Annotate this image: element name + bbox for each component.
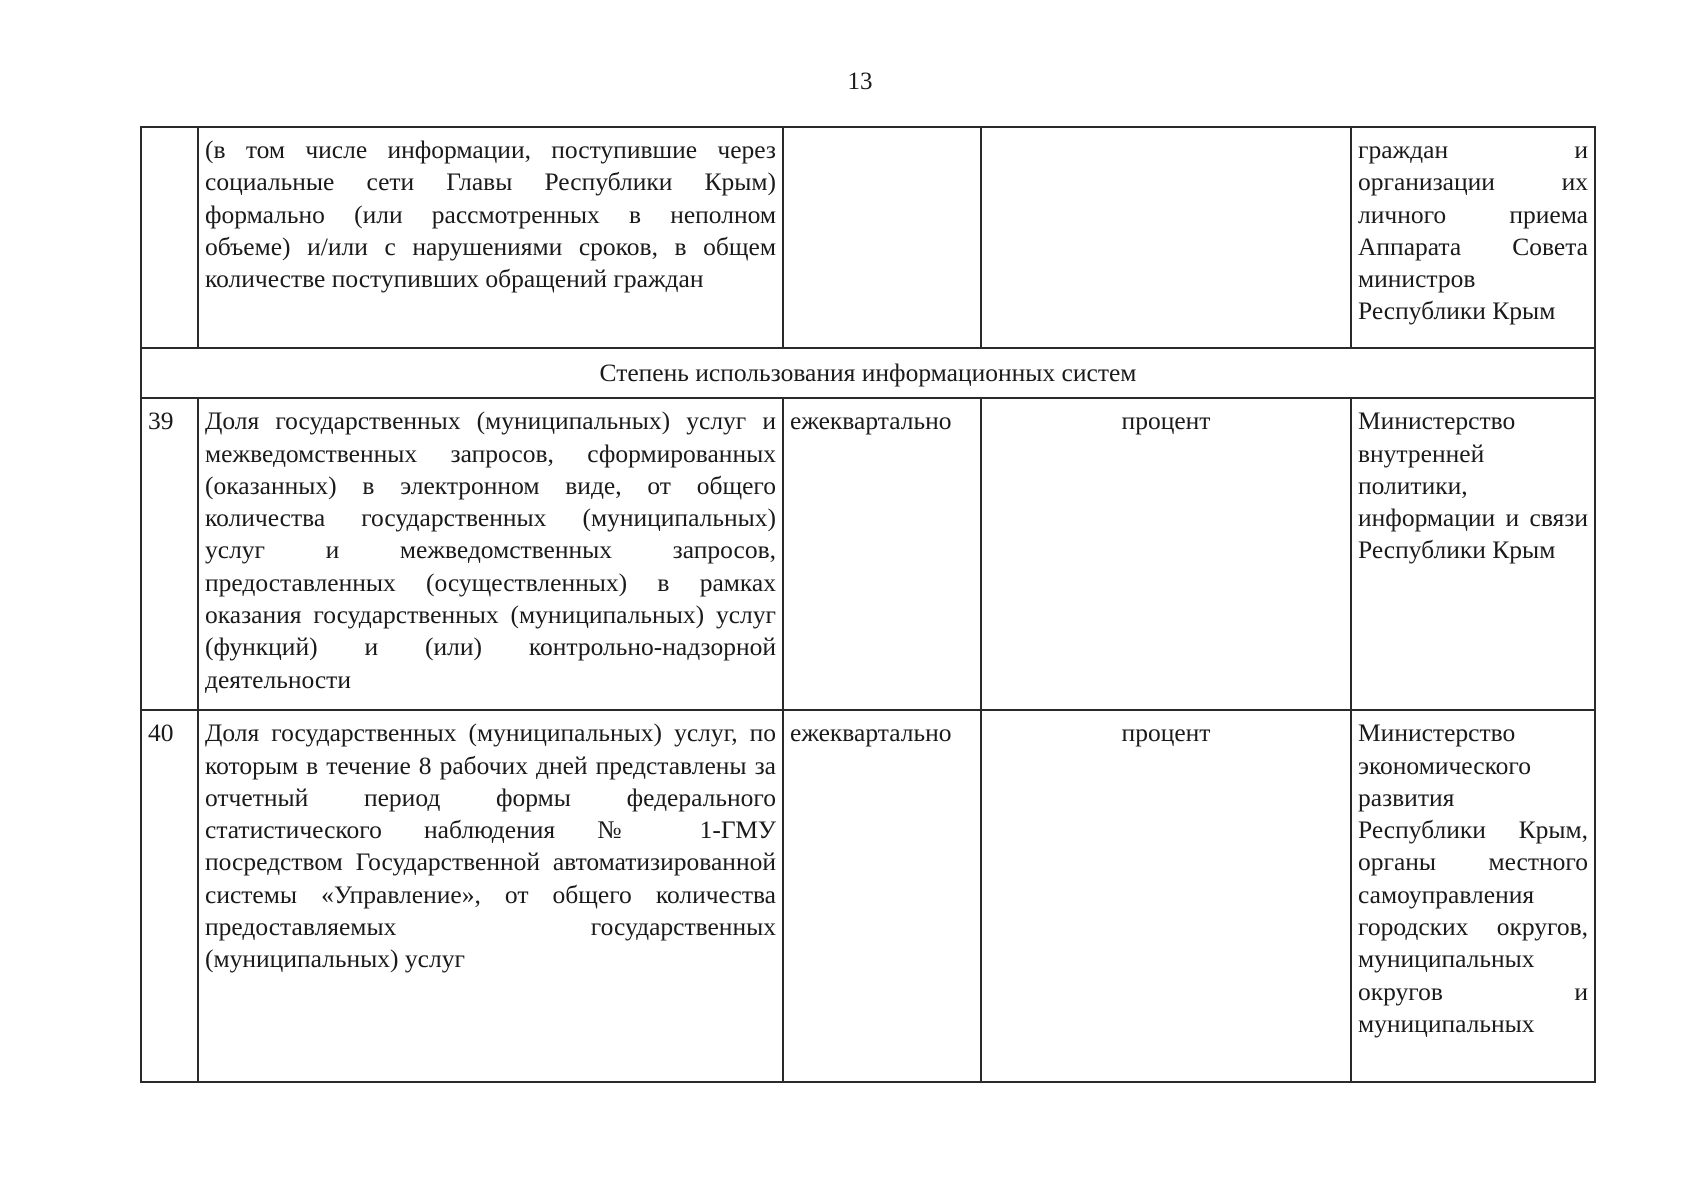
row-number-cell: 40 [141,710,198,1082]
responsible-body-cell: граждан и организации их личного приема Аппарата Совета министров Республики Крым [1351,127,1595,348]
row-number-cell: 39 [141,398,198,710]
row-number-cell [141,127,198,348]
frequency-cell: ежеквартально [783,710,981,1082]
frequency-cell [783,127,981,348]
page-number: 13 [847,68,873,95]
section-heading-row [141,348,1595,398]
indicators-table [140,126,1596,1083]
indicator-description-cell: (в том числе информации, поступившие через социальные сети Главы Республики Крым) формально (или рассмотренных в неполном объеме) и/или с нарушениями сроков, в общем количестве поступивших обращений граждан [198,127,783,348]
frequency-cell: ежеквартально [783,398,981,710]
table-row-39 [141,398,1595,710]
table-row-40 [141,710,1595,1082]
unit-cell [981,127,1351,348]
table-row-continuation [141,127,1595,348]
unit-cell: процент [981,710,1351,1082]
indicator-description-cell: Доля государственных (муниципальных) услуг, по которым в течение 8 рабочих дней представлены за отчетный период формы федерального статистического наблюдения № 1-ГМУ посредством Государственной автоматизированной системы «Управление», от общего количества предоставляемых государственных (муниципальных) услуг [198,710,783,1082]
responsible-body-cell: Министерство внутренней политики, информации и связи Республики Крым [1351,398,1595,710]
responsible-body-cell: Министерство экономического развития Республики Крым, органы местного самоуправления городских округов, муниципальных округов и муниципальных [1351,710,1595,1082]
unit-cell: процент [981,398,1351,710]
indicator-description-cell: Доля государственных (муниципальных) услуг и межведомственных запросов, сформированных (оказанных) в электронном виде, от общего количества государственных (муниципальных) услуг и межведомственных запросов, предоставленных (осуществленных) в рамках оказания государственных (муниципальных) услуг (функций) и (или) контрольно-надзорной деятельности [198,398,783,710]
section-heading: Степень использования информационных систем [141,348,1595,398]
